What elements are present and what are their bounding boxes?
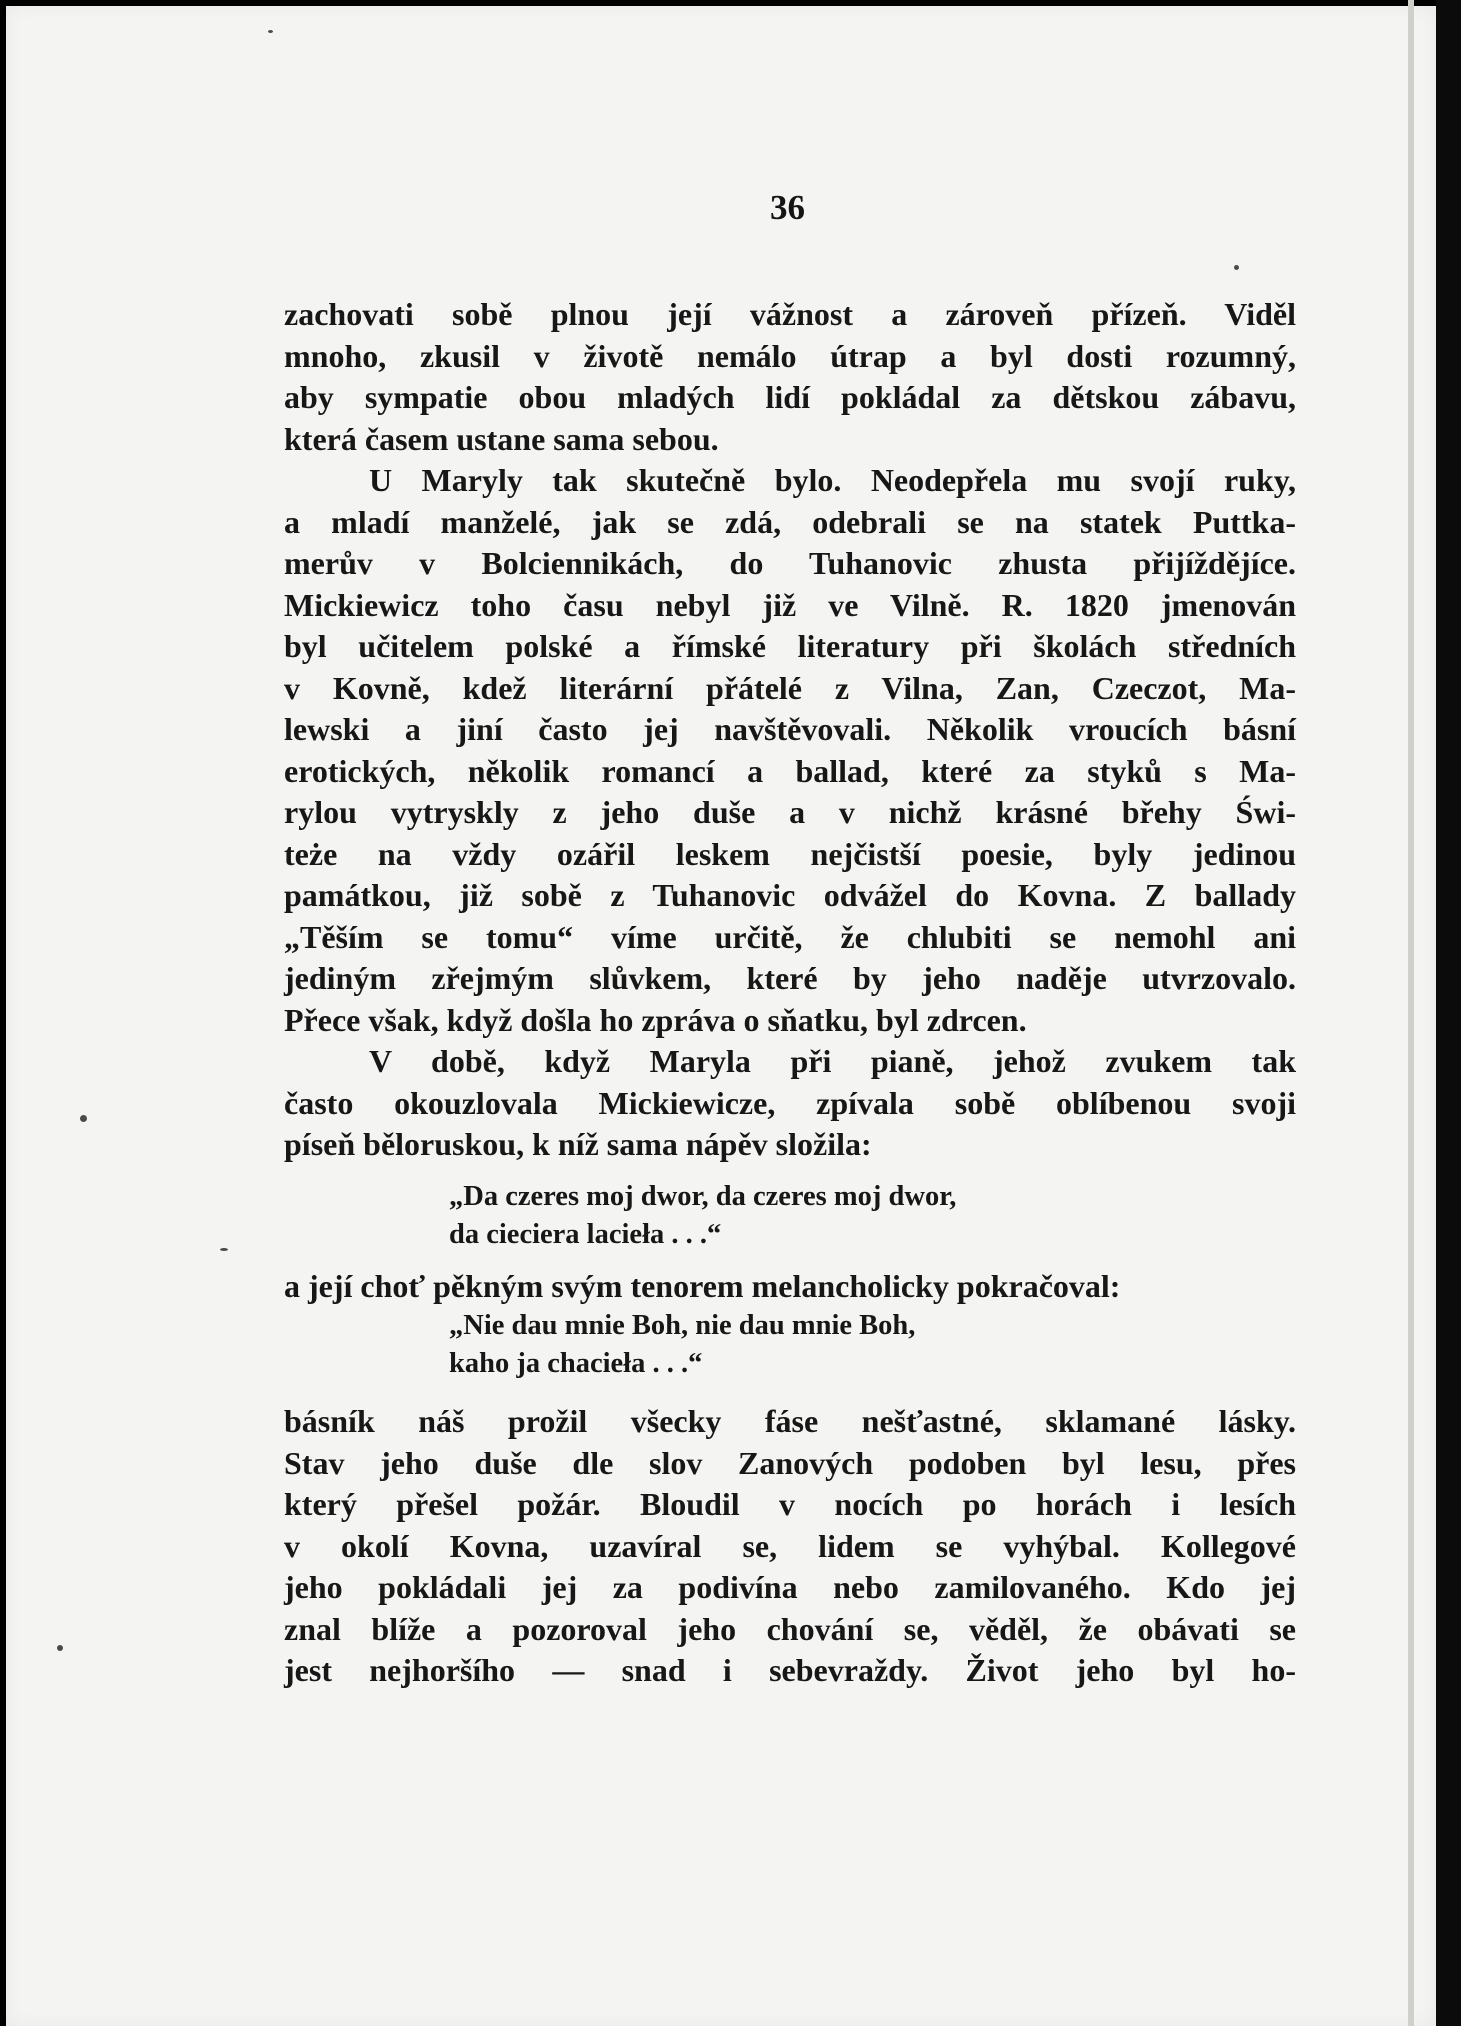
body-text <box>284 294 1296 1692</box>
text-line: v okolí Kovna, uzavíral se, lidem se vyhýbal. Kollegové <box>284 1527 1296 1564</box>
text-line: „Těším se tomu“ víme určitě, že chlubiti se nemohl ani <box>284 918 1296 955</box>
text-line: erotických, několik romancí a ballad, které za styků s Ma- <box>284 752 1296 789</box>
spacer <box>284 1254 1296 1266</box>
paragraph-start: V době, když Maryla při pianě, jehož zvukem tak <box>369 1043 1296 1079</box>
song-quote-line: kaho ja chacieła . . .“ <box>449 1348 703 1379</box>
text-line: a mladí manželé, jak se zdá, odebrali se na statek Puttka- <box>284 503 1296 540</box>
spacer <box>284 1166 1296 1178</box>
text-line: který přešel požár. Bloudil v nocích po horách i lesích <box>284 1486 1296 1522</box>
scan-speck <box>1234 265 1239 270</box>
text-line: zachovati sobě plnou její vážnost a zároveň přízeň. Viděl <box>284 296 1296 332</box>
text-line: v Kovně, kdež literární přátelé z Vilna, Zan, Czeczot, Ma- <box>284 669 1296 706</box>
text-line: a její choť pěkným svým tenorem melancholicky pokračoval: <box>284 1267 1121 1304</box>
song-quote-line: da cieciera lacieła . . .“ <box>449 1218 722 1250</box>
scan-speck <box>220 1248 228 1251</box>
scan-dark-edge <box>1436 0 1461 2026</box>
song-quote-line: „Da czeres moj dwor, da czeres moj dwor, <box>449 1180 957 1212</box>
scan-speck <box>57 1645 63 1651</box>
text-line: básník náš prožil všecky fáse nešťastné, sklamané lásky. <box>284 1403 1296 1439</box>
scan-speck <box>80 1115 87 1122</box>
text-line: Mickiewicz toho času nebyl již ve Vilně. R. 1820 jmenován <box>284 586 1296 623</box>
page-number: 36 <box>770 188 805 227</box>
page-binding-edge <box>1408 0 1414 2026</box>
text-line: mnoho, zkusil v životě nemálo útrap a byl dosti rozumný, <box>284 337 1296 374</box>
text-line: lewski a jiní často jej navštěvovali. Několik vroucích básní <box>284 711 1296 747</box>
text-line: aby sympatie obou mladých lidí pokládal za dětskou zábavu, <box>284 379 1296 415</box>
text-line: byl učitelem polské a římské literatury při školách středních <box>284 628 1296 664</box>
text-line: jest nejhoršího — snad i sebevraždy. Život jeho byl ho- <box>284 1652 1296 1688</box>
text-line: teże na vždy ozářil leskem nejčistší poesie, byly jedinou <box>284 835 1296 872</box>
text-line: jeho pokládali jej za podivína nebo zamilovaného. Kdo jej <box>284 1569 1296 1605</box>
text-line: píseň běloruskou, k níž sama nápěv složila: <box>284 1126 872 1162</box>
text-line: památkou, již sobě z Tuhanovic odvážel do Kovna. Z ballady <box>284 877 1296 913</box>
spacer <box>284 1383 1296 1401</box>
text-line: jediným zřejmým slůvkem, které by jeho naděje utvrzovalo. <box>284 960 1296 996</box>
paragraph-start: U Maryly tak skutečně bylo. Neodepřela mu svojí ruky, <box>369 462 1296 498</box>
scan-speck <box>268 30 273 33</box>
text-line: rylou vytryskly z jeho duše a v nichž krásné břehy Świ- <box>284 794 1296 830</box>
song-quote-line: „Nie dau mnie Boh, nie dau mnie Boh, <box>449 1310 916 1341</box>
text-line: Stav jeho duše dle slov Zanových podoben byl lesu, přes <box>284 1444 1296 1481</box>
text-line: Přece však, když došla ho zpráva o sňatku, byl zdrcen. <box>284 1001 1027 1038</box>
text-line: znal blíže a pozoroval jeho chování se, věděl, že obávati se <box>284 1610 1296 1647</box>
text-line: merův v Bolciennikách, do Tuhanovic zhusta přijíždějíce. <box>284 545 1296 581</box>
text-line: často okouzlovala Mickiewicze, zpívala sobě oblíbenou svoji <box>284 1084 1296 1121</box>
text-line: která časem ustane sama sebou. <box>284 420 719 457</box>
